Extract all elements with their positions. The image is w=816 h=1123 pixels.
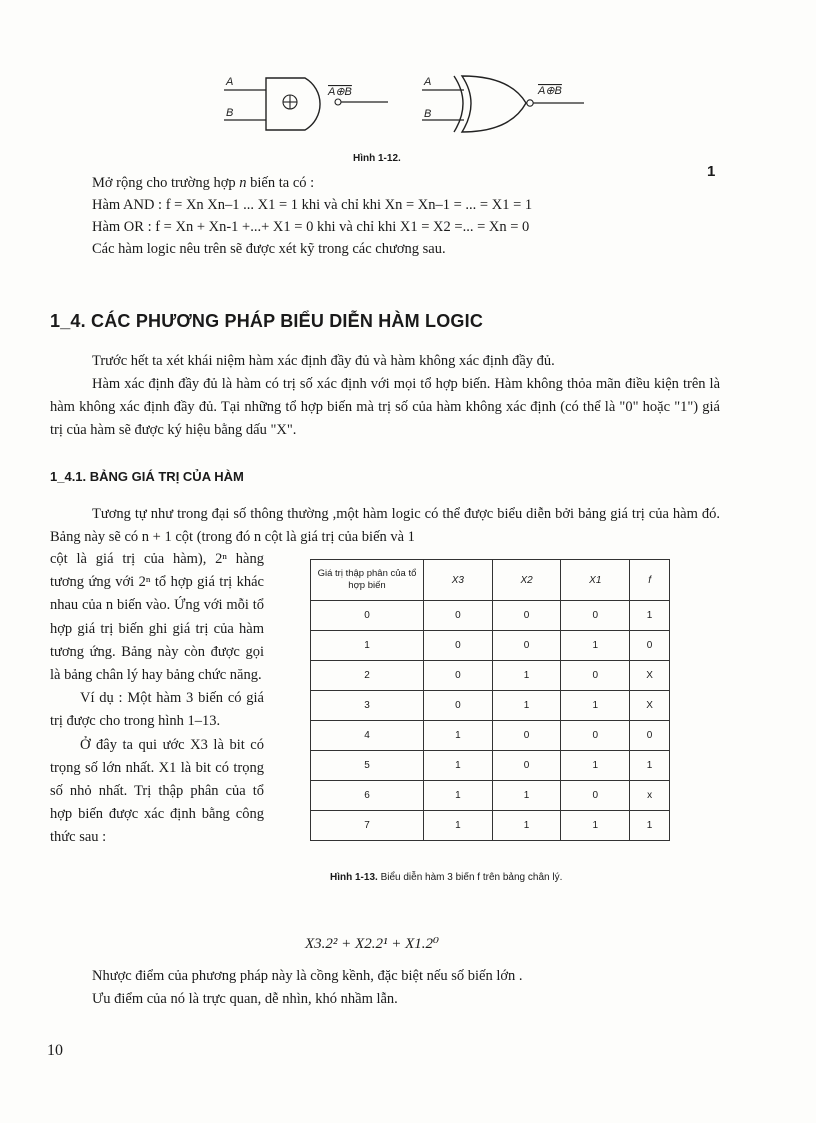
table-cell: 0 <box>561 601 630 631</box>
gate1-label-b: B <box>226 107 234 119</box>
intro-line-1: Mở rộng cho trường hợp n biến ta có : <box>92 175 315 191</box>
truth-table-header <box>311 560 670 601</box>
table-cell: 1 <box>492 781 561 811</box>
section-heading: 1_4. CÁC PHƯƠNG PHÁP BIỂU DIỄN HÀM LOGIC <box>50 311 484 331</box>
table-cell: 0 <box>492 751 561 781</box>
table-cell: 0 <box>424 631 493 661</box>
table-cell: 1 <box>561 631 630 661</box>
table-cell: 1 <box>561 751 630 781</box>
table-cell: 1 <box>630 811 670 841</box>
conclusion-line-2: Ưu điểm của nó là trực quan, dễ nhìn, khó nhầm lẫn. <box>92 991 398 1007</box>
table-row <box>311 811 670 841</box>
table-cell: 2 <box>311 661 424 691</box>
figure-1-12-gates <box>210 68 610 148</box>
section-para-2: Hàm xác định đầy đủ là hàm có trị số xác định với mọi tổ hợp biến. Hàm không thỏa mãn điều kiện trên là hàm không xác định đầy đủ. Tại những tổ hợp biến mà trị số của hàm không xác định (có thể là "0" hoặc "1") giá trị của hàm sẽ được ký hiệu bằng dấu "X". <box>50 376 720 438</box>
table-cell: 0 <box>561 781 630 811</box>
gate2-label-b: B <box>424 108 432 120</box>
table-cell: 0 <box>492 601 561 631</box>
intro-closing-line: Các hàm logic nêu trên sẽ được xét kỹ trong các chương sau. <box>92 241 446 257</box>
table-cell: 6 <box>311 781 424 811</box>
table-cell: 1 <box>492 691 561 721</box>
table-cell: 1 <box>630 751 670 781</box>
table-row <box>311 781 670 811</box>
table-cell: X <box>630 661 670 691</box>
section-para-1: Trước hết ta xét khái niệm hàm xác định đầy đủ và hàm không xác định đầy đủ. <box>92 353 555 369</box>
table-cell: 0 <box>424 601 493 631</box>
gate2-output: A⊕B <box>538 85 562 97</box>
table-cell: 0 <box>630 721 670 751</box>
or-function-line: Hàm OR : f = Xn + Xn-1 +...+ X1 = 0 khi và chỉ khi X1 = X2 =... = Xn = 0 <box>92 219 530 235</box>
figure-1-13-caption: Hình 1-13. Biểu diễn hàm 3 biến f trên bảng chân lý. <box>330 872 563 883</box>
table-cell: 0 <box>561 721 630 751</box>
table-row <box>311 751 670 781</box>
table-cell: 1 <box>424 751 493 781</box>
table-cell: 1 <box>311 631 424 661</box>
left-para-1: cột là giá trị của hàm), 2ⁿ hàng tương ứng với 2ⁿ tổ hợp giá trị khác nhau của n biến vào. Ứng với mỗi tổ hợp giá trị biến ghi giá trị của hàm tương ứng. Bảng này còn được gọi là bảng chân lý hay bảng chức năng. <box>50 551 264 684</box>
subsection-heading: 1_4.1. BẢNG GIÁ TRỊ CỦA HÀM <box>50 469 244 484</box>
table-cell: 0 <box>492 721 561 751</box>
and-function-line: Hàm AND : f = Xn Xn–1 ... X1 = 1 khi và chỉ khi Xn = Xn–1 = ... = X1 = 1 <box>92 197 533 213</box>
table-cell: 7 <box>311 811 424 841</box>
table-cell: 1 <box>561 691 630 721</box>
table-row <box>311 721 670 751</box>
page-number: 10 <box>47 1042 63 1059</box>
table-cell: x <box>630 781 670 811</box>
figure-1-12-caption: Hình 1-12. <box>353 153 401 164</box>
header-decimal: Giá trị thập phân của tổ hợp biến <box>311 560 424 601</box>
table-row <box>311 661 670 691</box>
section-paragraphs <box>50 350 720 442</box>
table-row <box>311 631 670 661</box>
header-x3: X3 <box>424 560 493 601</box>
decimal-value-formula: X3.2² + X2.2¹ + X1.2⁰ <box>305 936 439 952</box>
table-cell: 1 <box>492 661 561 691</box>
left-para-3: Ở đây ta qui ước X3 là bit có trọng số lớn nhất. X1 là bit có trọng số nhỏ nhất. Trị thập phân của tổ hợp biến được xác định bằng công thức sau : <box>50 736 264 846</box>
table-cell: 1 <box>424 811 493 841</box>
table-cell: 1 <box>424 721 493 751</box>
truth-table <box>310 559 670 841</box>
table-cell: 3 <box>311 691 424 721</box>
table-row <box>311 601 670 631</box>
gate2-label-a: A <box>424 76 432 88</box>
header-x1: X1 <box>561 560 630 601</box>
table-cell: 1 <box>561 811 630 841</box>
conclusion-line-1: Nhược điểm của phương pháp này là cồng kềnh, đặc biệt nếu số biến lớn . <box>92 968 523 984</box>
table-cell: 0 <box>311 601 424 631</box>
header-x2: X2 <box>492 560 561 601</box>
table-cell: X <box>630 691 670 721</box>
side-marker: 1 <box>707 163 716 180</box>
table-cell: 0 <box>424 691 493 721</box>
table-cell: 1 <box>424 781 493 811</box>
table-cell: 4 <box>311 721 424 751</box>
table-cell: 0 <box>424 661 493 691</box>
table-cell: 0 <box>630 631 670 661</box>
gate1-label-a: A <box>226 76 234 88</box>
left-column-text <box>50 548 264 850</box>
table-cell: 1 <box>630 601 670 631</box>
header-f: f <box>630 560 670 601</box>
table-cell: 0 <box>492 631 561 661</box>
table-cell: 1 <box>492 811 561 841</box>
table-cell: 5 <box>311 751 424 781</box>
subsection-intro: Tương tự như trong đại số thông thường ,một hàm logic có thể được biểu diễn bởi bảng giá trị của hàm đó. Bảng này sẽ có n + 1 cột (trong đó n cột là giá trị của biến và 1 <box>50 506 720 545</box>
table-row <box>311 691 670 721</box>
table-cell: 0 <box>561 661 630 691</box>
left-para-2: Ví dụ : Một hàm 3 biến có giá trị được cho trong hình 1–13. <box>50 690 264 730</box>
gate1-output: A⊕B <box>328 86 352 98</box>
